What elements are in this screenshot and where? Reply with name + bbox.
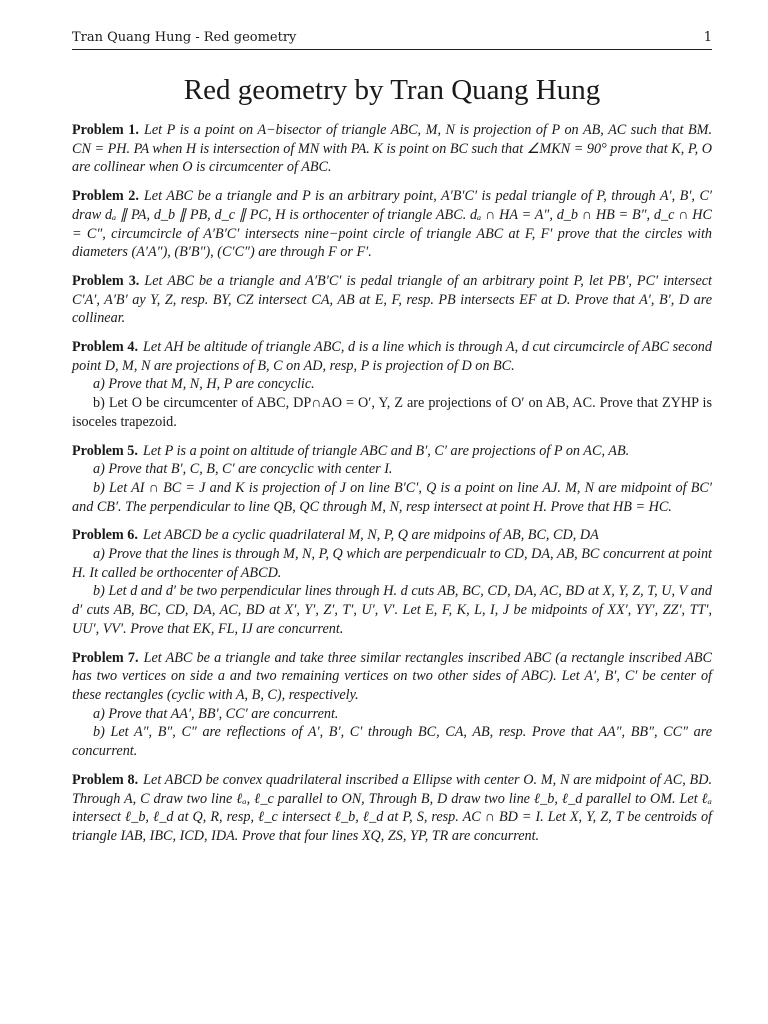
problem-statement: Let ABC be a triangle and A′B′C′ is pedal triangle of an arbitrary point P, let PB′, PC′ intersect C′A′, A′B′ ay Y, Z, resp. BY, CZ intersect CA, AB at E, F, resp. PB intersects EF at D. Prove that A′, B′, D are collinear. — [72, 272, 712, 327]
page-number: 1 — [703, 30, 712, 45]
running-title: Tran Quang Hung - Red geometry — [72, 30, 297, 45]
problem-4 — [72, 338, 712, 432]
problem-part: b) Let AI ∩ BC = J and K is projection of J on line B′C′, Q is a point on line AJ. M, N are midpoint of BC′ and CB′. The perpendicular to line QB, QC through M, N, resp intersect at point H. Prove that HB = HC. — [72, 479, 712, 515]
problem-part: b) Let A″, B″, C″ are reflections of A′, B′, C′ through BC, CA, AB, resp. Prove that AA″, BB″, CC″ are concurrent. — [72, 724, 712, 760]
problem-part: a) Prove that AA′, BB′, CC′ are concurrent. — [93, 705, 339, 722]
problem-label: Problem 5. — [72, 442, 138, 459]
problem-6 — [72, 526, 712, 638]
problem-statement: Let AH be altitude of triangle ABC, d is a line which is through A, d cut circumcircle of ABC second point D, M, N are projections of B, C on AD, resp, P is projection of D on BC. — [72, 339, 712, 374]
problem-part: b) Let O be circumcenter of ABC, DP∩AO = O′, Y, Z are projections of O′ on AB, AC. Prove that ZYHP is isoceles trapezoid. — [72, 395, 712, 430]
problem-2 — [72, 187, 712, 262]
problem-7 — [72, 649, 712, 761]
problem-8 — [72, 771, 712, 846]
problem-statement: Let P is a point on A−bisector of triangle ABC, M, N is projection of P on AB, AC such that BM. CN = PH. PA when H is intersection of MN with PA. K is point on BC such that ∠MKN = 90° prove that K, P, O are collinear when O is circumcenter of ABC. — [72, 122, 712, 176]
problem-5 — [72, 442, 712, 517]
problem-statement: Let ABCD be a cyclic quadrilateral M, N, P, Q are midpoins of AB, BC, CD, DA — [142, 527, 599, 544]
problem-list — [72, 121, 712, 846]
page — [72, 30, 712, 856]
problem-part: b) Let d and d′ be two perpendicular lines through H. d cuts AB, BC, CD, DA, AC, BD at X, Y, Z, T, U, V and d′ cuts AB, BC, CD, DA, AC, BD at X′, Y′, Z′, T′, U′, V′. Let E, F, K, L, I, J be midpoints of XX′, YY′, ZZ′, TT′, UU′, VV′. Prove that EK, FL, IJ are concurrent. — [72, 583, 712, 637]
document-title: Red geometry by Tran Quang Hung — [183, 74, 601, 106]
problem-statement: Let P is a point on altitude of triangle ABC and B′, C′ are projections of P on AC, AB. — [142, 442, 630, 459]
problem-part: a) Prove that B′, C, B, C′ are concyclic with center I. — [93, 461, 393, 478]
problem-label: Problem 8. — [72, 771, 139, 788]
problem-statement: Let ABC be a triangle and take three similar rectangles inscribed ABC (a rectangle inscribed ABC has two vertices on side a and two remaining vertices on two other sides of ABC). Let A′, B′, C′ be center of these rectangles (cyclic with A, B, C), respectively. — [72, 649, 712, 703]
problem-statement: Let ABCD be convex quadrilateral inscribed a Ellipse with center O. M, N are midpoint of AC, BD. Through A, C draw two line ℓₐ, ℓ_c parallel to ON, Through B, D draw two line ℓ_b, ℓ_d parallel to OM. Let ℓₐ intersect ℓ_b, ℓ_d at Q, R, resp, ℓ_c intersect ℓ_b, ℓ_d at P, S, resp. AC ∩ BD = I. Let X, Y, Z, T be centroids of triangle IAB, IBC, ICD, IDA. Prove that four lines XQ, ZS, YP, TR are concurrent. — [72, 771, 713, 844]
problem-label: Problem 4. — [72, 339, 139, 356]
problem-statement: Let ABC be a triangle and P is an arbitrary point, A′B′C′ is pedal triangle of P, through A′, B′, C′ draw dₐ ∥ PA, d_b ∥ PB, d_c ∥ PC, H is orthocenter of triangle ABC. dₐ ∩ HA = A″, d_b ∩ HB = B″, d_c ∩ HC = C″, circumcircle of A′B′C′ intersects nine−point circle of triangle ABC at F, F′ prove that the circles with diameters (A′A″), (B′B″), (C′C″) are through F or F′. — [72, 188, 713, 261]
problem-label: Problem 2. — [72, 188, 139, 205]
problem-label: Problem 6. — [72, 527, 138, 544]
problem-label: Problem 1. — [72, 122, 139, 138]
problem-3 — [72, 272, 712, 328]
problem-part: a) Prove that the lines is through M, N, P, Q which are perpendicualr to CD, DA, AB, BC concurrent at point H. It called be orthocenter of ABCD. — [72, 546, 712, 581]
running-header — [72, 30, 712, 50]
problem-label: Problem 3. — [72, 272, 140, 289]
problem-label: Problem 7. — [72, 649, 139, 666]
problem-1 — [72, 121, 712, 177]
problem-part: a) Prove that M, N, H, P are concyclic. — [93, 376, 315, 393]
